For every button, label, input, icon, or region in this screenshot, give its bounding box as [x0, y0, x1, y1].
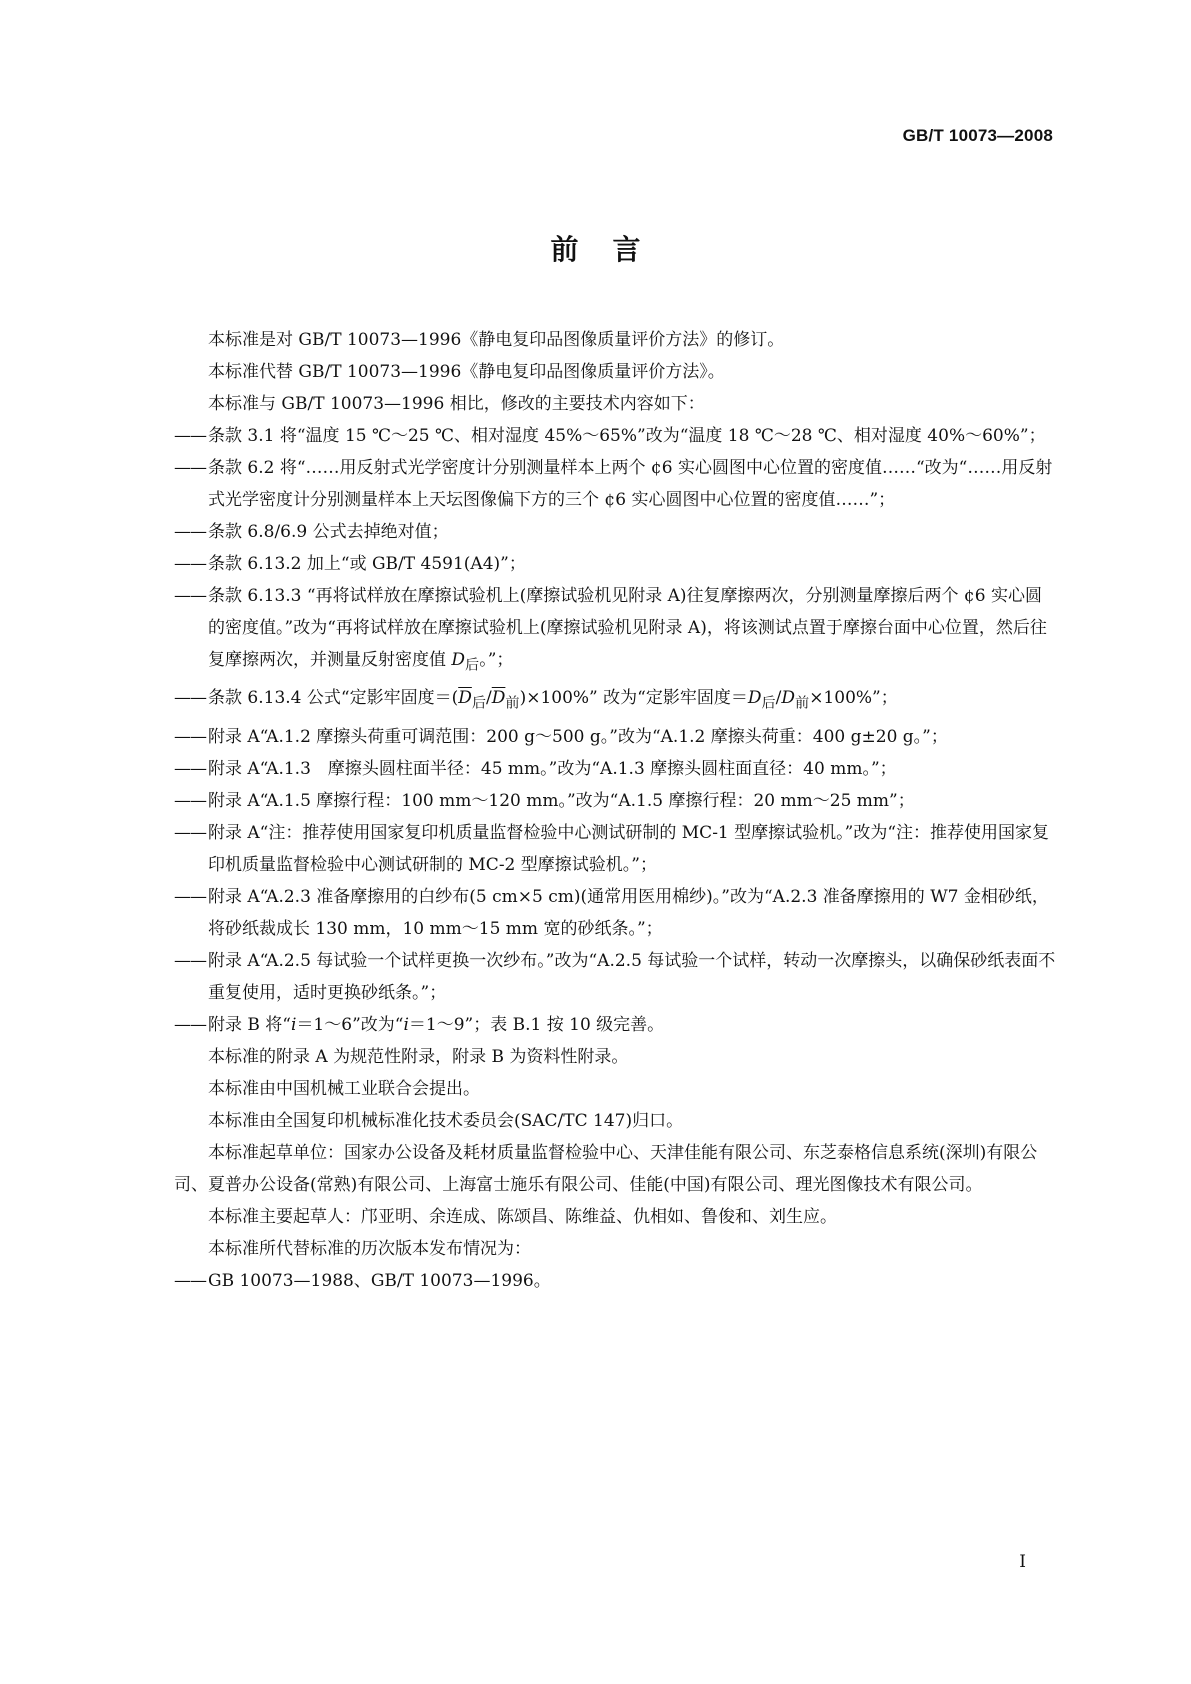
change-item	[174, 452, 1056, 516]
subscript: 前	[505, 695, 520, 712]
subscript: 后	[761, 695, 776, 712]
paragraph: 本标准由全国复印机械标准化技术委员会(SAC/TC 147)归口。	[208, 1110, 684, 1131]
change-item	[174, 1265, 1056, 1297]
change-text: 附录 A“A.1.3 摩擦头圆柱面半径：45 mm。”改为“A.1.3 摩擦头圆柱面直径：40 mm。”；	[208, 758, 897, 779]
dash-mark: ——	[174, 950, 206, 971]
change-text: 附录 A“注：推荐使用国家复印机质量监督检验中心测试研制的 MC-1 型摩擦试验机。”改为“注：推荐使用国家复印机质量监督检验中心测试研制的 MC-2 型摩擦试验机。”；	[208, 822, 1050, 875]
dash-mark: ——	[174, 554, 206, 574]
change-text: 附录 A“A.1.5 摩擦行程：100 mm～120 mm。”改为“A.1.5 摩擦行程：20 mm～25 mm”；	[208, 790, 915, 811]
density-symbol: D	[747, 688, 762, 709]
density-symbol: D	[781, 688, 796, 709]
density-symbol: $\overline{D}$	[491, 688, 506, 709]
dash-mark: ——	[174, 726, 206, 747]
change-text: ×100%”；	[809, 688, 898, 709]
dash-mark: ——	[174, 458, 206, 478]
formula-slash: /	[775, 688, 782, 709]
formula-slash: /	[486, 688, 492, 709]
dash-mark: ——	[174, 426, 206, 446]
change-text: 条款 6.13.3 “再将试样放在摩擦试验机上(摩擦试验机见附录 A)往复摩擦两次，分别测量摩擦后两个 ¢6 实心圆的密度值。”改为“再将试样放在摩擦试验机上(摩擦试验机见附录 A)，将该测试点置于摩擦台面中心位置，然后往复摩擦两次，并测量反射密度值	[208, 586, 1047, 670]
change-text: 条款 6.13.2 加上“或 GB/T 4591(A4)”；	[208, 554, 526, 574]
change-text: 附录 A“A.1.2 摩擦头荷重可调范围：200 g～500 g。”改为“A.1.2 摩擦头荷重：400 g±20 g。”；	[208, 726, 948, 747]
paragraph: 本标准是对 GB/T 10073—1996《静电复印品图像质量评价方法》的修订。	[208, 330, 785, 350]
change-item	[174, 548, 1056, 580]
change-text: 附录 A“A.2.5 每试验一个试样更换一次纱布。”改为“A.2.5 每试验一个试样，转动一次摩擦头，以确保砂纸表面不重复使用，适时更换砂纸条。”；	[208, 950, 1056, 1003]
change-item	[174, 580, 1056, 681]
density-symbol: D	[451, 650, 466, 670]
change-text: ＝1～9”；表 B.1 按 10 级完善。	[408, 1014, 665, 1035]
change-item	[174, 1009, 1056, 1041]
standard-code: GB/T 10073—2008	[902, 126, 1053, 145]
change-item	[174, 881, 1056, 945]
change-text: 。”；	[479, 650, 514, 670]
change-text: 条款 6.8/6.9 公式去掉绝对值；	[208, 522, 449, 542]
page-title: 前言	[550, 233, 675, 266]
paragraph: 本标准由中国机械工业联合会提出。	[208, 1078, 480, 1099]
dash-mark: ——	[174, 1270, 206, 1291]
paragraph: 本标准代替 GB/T 10073—1996《静电复印品图像质量评价方法》。	[208, 362, 725, 382]
change-item	[174, 753, 1056, 785]
density-symbol: $\overline{D}$	[458, 688, 472, 709]
paragraph: 本标准主要起草人：邝亚明、余连成、陈颂昌、陈维益、仇相如、鲁俊和、刘生应。	[208, 1206, 837, 1227]
change-text: 条款 6.2 将“……用反射式光学密度计分别测量样本上两个 ¢6 实心圆图中心位置的密度值……“改为“……用反射式光学密度计分别测量样本上天坛图像偏下方的三个 ¢6 实心圆图中心位置的密度值……”；	[208, 458, 1053, 510]
dash-mark: ——	[174, 758, 206, 779]
dash-mark: ——	[174, 886, 206, 907]
change-item	[174, 785, 1056, 817]
paragraph: 本标准所代替标准的历次版本发布情况为：	[208, 1238, 531, 1259]
document-body	[174, 324, 1056, 1297]
paragraph: 本标准起草单位：国家办公设备及耗材质量监督检验中心、天津佳能有限公司、东芝泰格信息系统(深圳)有限公司、夏普办公设备(常熟)有限公司、上海富士施乐有限公司、佳能(中国)有限公司、理光图像技术有限公司。	[174, 1142, 1038, 1195]
change-text: ＝1～6”改为“	[296, 1014, 404, 1035]
paragraph: 本标准与 GB/T 10073—1996 相比，修改的主要技术内容如下：	[208, 394, 705, 414]
change-item	[174, 945, 1056, 1009]
subscript: 后	[465, 657, 480, 674]
paragraph: 本标准的附录 A 为规范性附录，附录 B 为资料性附录。	[208, 1046, 629, 1067]
change-text: 条款 6.13.4 公式“定影牢固度＝(	[208, 688, 459, 709]
dash-mark: ——	[174, 522, 206, 542]
subscript: 前	[795, 695, 810, 712]
index-symbol: i	[291, 1014, 297, 1035]
change-item	[174, 420, 1056, 452]
change-text: 条款 3.1 将“温度 15 ℃～25 ℃、相对湿度 45%～65%”改为“温度 18 ℃～28 ℃、相对湿度 40%～60%”；	[208, 426, 1046, 446]
dash-mark: ——	[174, 790, 206, 811]
change-item	[174, 681, 1056, 720]
dash-mark: ——	[174, 586, 206, 606]
change-item	[174, 516, 1056, 548]
page-number: I	[1019, 1552, 1026, 1572]
change-text: 附录 B 将“	[208, 1014, 291, 1035]
index-symbol: i	[403, 1014, 409, 1035]
change-text: 附录 A“A.2.3 准备摩擦用的白纱布(5 cm×5 cm)(通常用医用棉纱)。”改为“A.2.3 准备摩擦用的 W7 金相砂纸，将砂纸裁成长 130 mm，10 mm～15 mm 宽的砂纸条。”；	[208, 886, 1049, 939]
dash-mark: ——	[174, 688, 206, 709]
dash-mark: ——	[174, 822, 206, 843]
dash-mark: ——	[174, 1014, 206, 1035]
change-item	[174, 817, 1056, 881]
subscript: 后	[471, 695, 487, 712]
change-item	[174, 721, 1056, 753]
change-text: )×100%” 改为“定影牢固度＝	[519, 688, 748, 709]
history-text: GB 10073—1988、GB/T 10073—1996。	[208, 1270, 551, 1291]
